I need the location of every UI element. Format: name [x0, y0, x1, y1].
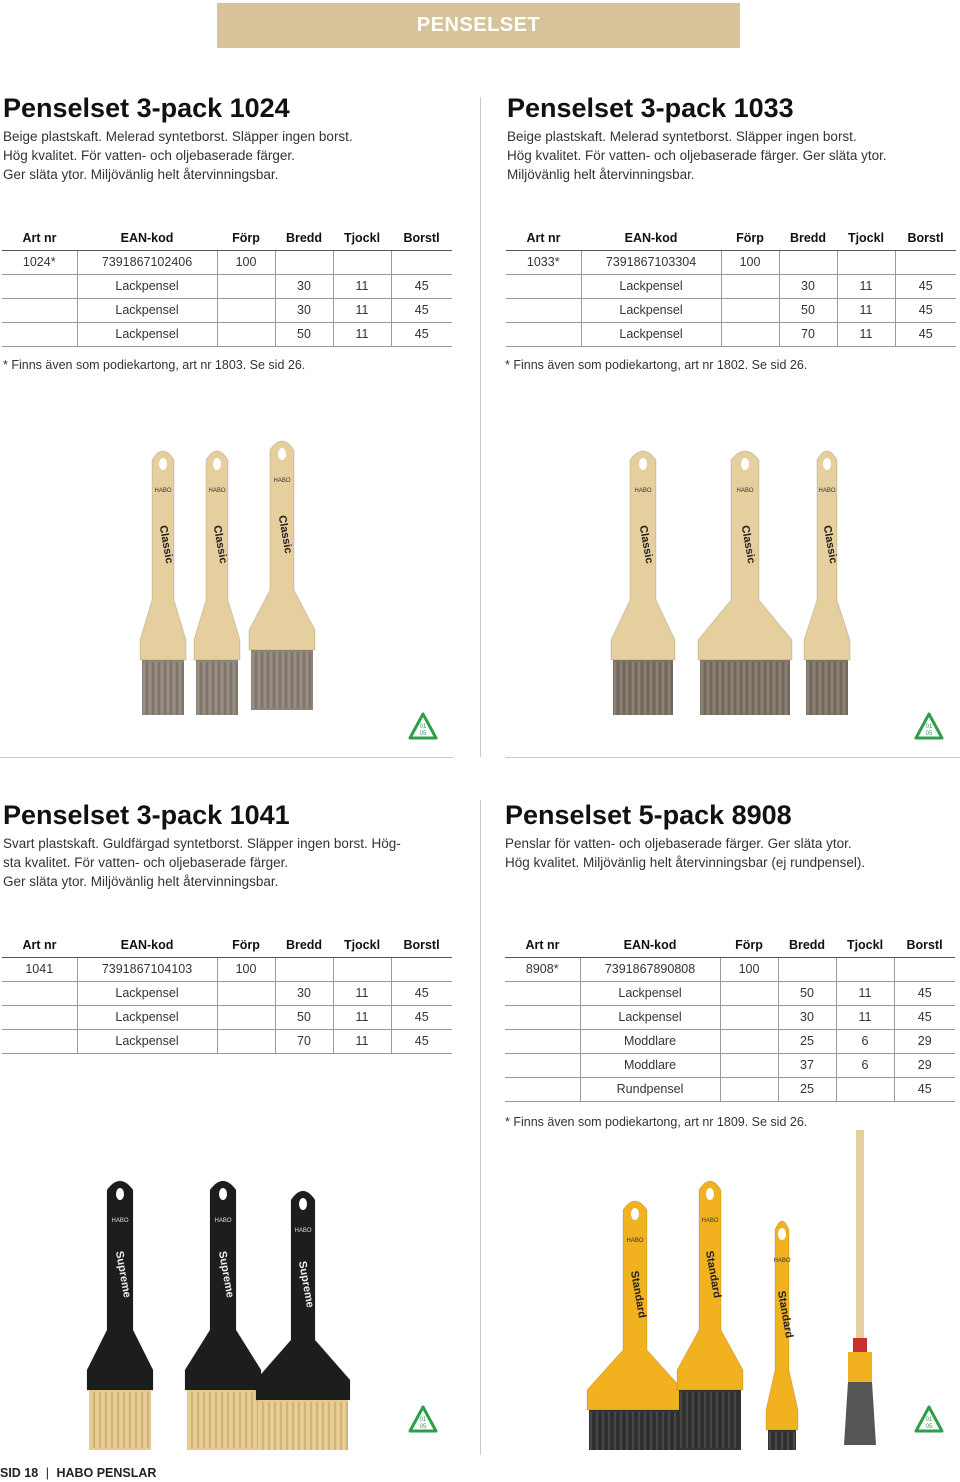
table-cell	[505, 1005, 580, 1029]
product-1041	[3, 800, 453, 891]
table-cell: Lackpensel	[77, 298, 217, 322]
table-cell: 45	[895, 274, 956, 298]
footnote: * Finns även som podiekartong, art nr 1809. Se sid 26.	[505, 1115, 808, 1129]
column-header: Bredd	[778, 933, 836, 957]
brush-logo: HABO	[626, 1238, 644, 1244]
table-cell: Lackpensel	[77, 274, 217, 298]
table-cell: 11	[333, 322, 391, 346]
column-divider	[480, 800, 481, 1455]
desc-line: Hög kvalitet. Miljövänlig helt återvinningsbar (ej rundpensel).	[505, 855, 866, 870]
recycle-code: 05	[925, 731, 933, 737]
column-header: Tjockl	[333, 933, 391, 957]
hang-hole	[278, 448, 286, 460]
table-cell	[2, 322, 77, 346]
table-row	[2, 1005, 452, 1029]
brush-label: Classic	[156, 524, 176, 565]
table-row	[506, 274, 956, 298]
table-cell: 45	[391, 322, 452, 346]
recycle-code: 01	[419, 724, 427, 730]
table-header-row	[2, 933, 452, 957]
round-brush-bristles	[844, 1382, 876, 1445]
table-cell: 45	[391, 274, 452, 298]
table-cell: 45	[894, 981, 955, 1005]
table-cell: 50	[275, 1005, 333, 1029]
table-cell: 30	[779, 274, 837, 298]
table-cell: 7391867890808	[580, 957, 720, 981]
table-cell: 25	[778, 1077, 836, 1101]
column-divider	[480, 97, 481, 757]
table-cell	[721, 298, 779, 322]
table-row	[505, 1053, 955, 1077]
product-1024	[3, 93, 453, 184]
footer-separator: |	[45, 1466, 49, 1480]
product-1033	[507, 93, 957, 184]
hang-hole	[741, 458, 749, 470]
brush	[185, 1181, 261, 1450]
hang-hole	[631, 1208, 639, 1220]
table-cell	[720, 1005, 778, 1029]
table-cell: 100	[217, 250, 275, 274]
column-header: Tjockl	[836, 933, 894, 957]
table-cell: Lackpensel	[581, 298, 721, 322]
table-header-row	[506, 226, 956, 250]
brush-logo: HABO	[294, 1228, 312, 1234]
table-cell: Lackpensel	[581, 322, 721, 346]
section-header	[217, 3, 740, 48]
brush-label: Standard	[774, 1289, 796, 1340]
brush-label: Supreme	[215, 1250, 236, 1299]
product-title: Penselset 3-pack 1024	[3, 93, 290, 123]
table-row	[2, 322, 452, 346]
table-cell	[2, 298, 77, 322]
table-cell	[720, 1077, 778, 1101]
brush-set-image	[575, 430, 865, 715]
page-number: SID 18	[0, 1466, 39, 1480]
row-divider	[505, 757, 960, 758]
table-cell	[333, 250, 391, 274]
desc-line: Beige plastskaft. Melerad syntetborst. Släpper ingen borst.	[507, 129, 857, 144]
table-cell	[721, 274, 779, 298]
hang-hole	[159, 458, 167, 470]
product-description	[3, 834, 453, 891]
column-header: Art nr	[505, 933, 580, 957]
table-cell: 45	[894, 1005, 955, 1029]
table-cell: 45	[391, 298, 452, 322]
table-cell	[391, 957, 452, 981]
table-cell: 11	[333, 981, 391, 1005]
table-cell: 37	[778, 1053, 836, 1077]
desc-line: Svart plastskaft. Guldfärgad syntetborst. Släpper ingen borst. Hög-	[3, 836, 401, 851]
recycle-code: 05	[925, 1424, 933, 1430]
brush-label: Supreme	[112, 1250, 133, 1299]
brush	[140, 451, 186, 715]
hang-hole	[219, 1188, 227, 1200]
brush-logo: HABO	[818, 488, 836, 494]
table-cell: 1024*	[2, 250, 77, 274]
table-row	[2, 250, 452, 274]
table-cell: 100	[720, 957, 778, 981]
spec-table	[2, 933, 452, 1054]
hang-hole	[299, 1198, 307, 1210]
table-cell	[275, 250, 333, 274]
column-header: Förp	[217, 226, 275, 250]
table-cell: 45	[895, 298, 956, 322]
table-row	[506, 250, 956, 274]
table-cell: 50	[779, 298, 837, 322]
table-cell: Moddlare	[580, 1029, 720, 1053]
column-header: Borstl	[391, 933, 452, 957]
product-title: Penselset 5-pack 8908	[505, 800, 792, 830]
table-row	[2, 981, 452, 1005]
column-header: Borstl	[895, 226, 956, 250]
column-header: Tjockl	[837, 226, 895, 250]
table-cell: 1041	[2, 957, 77, 981]
table-row	[505, 1077, 955, 1101]
table-cell: 11	[333, 274, 391, 298]
table-cell: Lackpensel	[580, 981, 720, 1005]
brush	[804, 451, 850, 715]
table-cell: 11	[837, 298, 895, 322]
table-cell: Lackpensel	[77, 1005, 217, 1029]
table-header-row	[2, 226, 452, 250]
brush	[256, 1191, 350, 1450]
table-cell	[275, 957, 333, 981]
table-cell	[837, 250, 895, 274]
table-row	[505, 981, 955, 1005]
table-cell	[836, 957, 894, 981]
table-cell: 8908*	[505, 957, 580, 981]
table-cell	[505, 1077, 580, 1101]
table-cell: 25	[778, 1029, 836, 1053]
brush-logo: HABO	[634, 488, 652, 494]
table-cell: 45	[895, 322, 956, 346]
product-description	[3, 127, 453, 184]
table-cell	[895, 250, 956, 274]
column-header: EAN-kod	[77, 226, 217, 250]
table-cell: 1033*	[506, 250, 581, 274]
hang-hole	[213, 458, 221, 470]
brush-label: Classic	[636, 524, 656, 565]
brush	[87, 1181, 153, 1450]
brush-bristles	[806, 660, 848, 715]
table-cell: 70	[275, 1029, 333, 1053]
brush	[698, 451, 792, 715]
table-row	[2, 274, 452, 298]
table-cell: Lackpensel	[77, 981, 217, 1005]
brush-logo: HABO	[701, 1218, 719, 1224]
table-cell: 45	[391, 1005, 452, 1029]
spec-table	[505, 933, 955, 1102]
footnote: * Finns även som podiekartong, art nr 1802. Se sid 26.	[505, 358, 808, 372]
table-cell: 11	[837, 322, 895, 346]
table-row	[505, 1029, 955, 1053]
table-cell: 45	[391, 1029, 452, 1053]
table-cell: 100	[217, 957, 275, 981]
table-cell: 7391867104103	[77, 957, 217, 981]
brush-bristles	[196, 660, 238, 715]
table-cell: Lackpensel	[581, 274, 721, 298]
table-cell: 7391867102406	[77, 250, 217, 274]
brush-logo: HABO	[773, 1258, 791, 1264]
column-header: Borstl	[894, 933, 955, 957]
column-header: Förp	[720, 933, 778, 957]
desc-line: Miljövänlig helt återvinningsbar.	[507, 167, 695, 182]
hang-hole	[639, 458, 647, 470]
column-header: EAN-kod	[581, 226, 721, 250]
table-cell	[2, 1005, 77, 1029]
table-cell	[333, 957, 391, 981]
table-cell: 11	[836, 1005, 894, 1029]
table-row	[506, 322, 956, 346]
table-cell: 70	[779, 322, 837, 346]
table-cell: 11	[333, 1005, 391, 1029]
recycle-icon	[913, 1405, 945, 1435]
table-row	[505, 1005, 955, 1029]
desc-line: Penslar för vatten- och oljebaserade färger. Ger släta ytor.	[505, 836, 852, 851]
table-row	[2, 298, 452, 322]
brush-logo: HABO	[214, 1218, 232, 1224]
product-title: Penselset 3-pack 1033	[507, 93, 794, 123]
hang-hole	[778, 1228, 786, 1240]
round-brush-ring	[853, 1338, 867, 1352]
table-cell	[506, 298, 581, 322]
brush	[249, 441, 315, 710]
hang-hole	[823, 458, 831, 470]
brush-label: Classic	[820, 524, 840, 565]
hang-hole	[706, 1188, 714, 1200]
recycle-icon	[913, 712, 945, 742]
brand-name: HABO PENSLAR	[56, 1466, 157, 1480]
brush-bristles	[613, 660, 673, 715]
column-header: Art nr	[2, 933, 77, 957]
column-header: Förp	[721, 226, 779, 250]
table-cell: 30	[275, 274, 333, 298]
recycle-icon	[407, 1405, 439, 1435]
table-cell	[217, 298, 275, 322]
row-divider	[0, 757, 453, 758]
table-row	[505, 957, 955, 981]
table-cell	[779, 250, 837, 274]
table-cell: 11	[333, 1029, 391, 1053]
table-cell	[720, 981, 778, 1005]
column-header: Bredd	[275, 933, 333, 957]
spec-table	[506, 226, 956, 347]
table-cell: 6	[836, 1029, 894, 1053]
column-header: Borstl	[391, 226, 452, 250]
table-cell: 11	[333, 298, 391, 322]
recycle-code: 01	[925, 724, 933, 730]
table-cell	[505, 981, 580, 1005]
desc-line: Hög kvalitet. För vatten- och oljebaserade färger. Ger släta ytor.	[507, 148, 887, 163]
table-row	[506, 298, 956, 322]
desc-line: Ger släta ytor. Miljövänlig helt återvinningsbar.	[3, 874, 279, 889]
brush-logo: HABO	[273, 478, 291, 484]
brush	[587, 1201, 683, 1450]
table-cell: 6	[836, 1053, 894, 1077]
table-cell: 11	[837, 274, 895, 298]
product-title: Penselset 3-pack 1041	[3, 800, 290, 830]
recycle-code: 01	[925, 1417, 933, 1423]
brush-set-image	[120, 430, 360, 715]
table-cell	[720, 1053, 778, 1077]
column-header: Art nr	[506, 226, 581, 250]
table-cell	[505, 1029, 580, 1053]
table-cell: 30	[275, 298, 333, 322]
recycle-code: 05	[419, 1424, 427, 1430]
brush-label: Classic	[738, 524, 758, 565]
table-cell: Lackpensel	[77, 1029, 217, 1053]
product-description	[505, 834, 955, 872]
table-cell: 29	[894, 1029, 955, 1053]
table-row	[2, 1029, 452, 1053]
table-cell	[505, 1053, 580, 1077]
brush-set-image	[65, 1160, 355, 1450]
table-cell: 100	[721, 250, 779, 274]
brush-set-image	[560, 1120, 900, 1450]
table-cell: Lackpensel	[580, 1005, 720, 1029]
brush-logo: HABO	[154, 488, 172, 494]
table-cell	[720, 1029, 778, 1053]
table-cell	[217, 274, 275, 298]
brush-logo: HABO	[111, 1218, 129, 1224]
recycle-code: 01	[419, 1417, 427, 1423]
column-header: EAN-kod	[580, 933, 720, 957]
product-description	[507, 127, 957, 184]
table-cell	[721, 322, 779, 346]
table-cell	[506, 274, 581, 298]
desc-line: Beige plastskaft. Melerad syntetborst. Släpper ingen borst.	[3, 129, 353, 144]
brush	[766, 1221, 798, 1450]
brush	[611, 451, 675, 715]
brush-label: Classic	[275, 514, 295, 555]
column-header: Bredd	[779, 226, 837, 250]
brush-logo: HABO	[736, 488, 754, 494]
table-cell: 30	[275, 981, 333, 1005]
table-header-row	[505, 933, 955, 957]
table-cell	[2, 274, 77, 298]
table-cell: Rundpensel	[580, 1077, 720, 1101]
table-cell: Lackpensel	[77, 322, 217, 346]
table-cell: 50	[275, 322, 333, 346]
table-cell	[217, 1005, 275, 1029]
column-header: Art nr	[2, 226, 77, 250]
brush-label: Standard	[702, 1249, 724, 1300]
table-cell	[836, 1077, 894, 1101]
recycle-code: 05	[419, 731, 427, 737]
product-8908	[505, 800, 955, 872]
table-cell	[894, 957, 955, 981]
column-header: Bredd	[275, 226, 333, 250]
footnote: * Finns även som podiekartong, art nr 1803. Se sid 26.	[3, 358, 306, 372]
table-cell	[217, 981, 275, 1005]
table-cell	[2, 1029, 77, 1053]
round-brush	[844, 1130, 876, 1445]
table-cell	[778, 957, 836, 981]
recycle-icon	[407, 712, 439, 742]
table-cell	[2, 981, 77, 1005]
brush	[194, 451, 240, 715]
round-brush-ferrule	[848, 1352, 872, 1382]
table-cell: 7391867103304	[581, 250, 721, 274]
spec-table	[2, 226, 452, 347]
column-header: Tjockl	[333, 226, 391, 250]
desc-line: Hög kvalitet. För vatten- och oljebaserade färger.	[3, 148, 295, 163]
desc-line: Ger släta ytor. Miljövänlig helt återvinningsbar.	[3, 167, 279, 182]
brush	[677, 1181, 743, 1450]
table-cell	[391, 250, 452, 274]
page-footer	[0, 1466, 156, 1480]
table-cell: Moddlare	[580, 1053, 720, 1077]
table-cell	[506, 322, 581, 346]
table-cell: 45	[894, 1077, 955, 1101]
brush-label: Classic	[210, 524, 230, 565]
brush-label: Standard	[627, 1269, 649, 1320]
brush-logo: HABO	[208, 488, 226, 494]
column-header: Förp	[217, 933, 275, 957]
brush-bristles	[142, 660, 184, 715]
table-cell: 50	[778, 981, 836, 1005]
table-row	[2, 957, 452, 981]
desc-line: sta kvalitet. För vatten- och oljebaserade färger.	[3, 855, 289, 870]
column-header: EAN-kod	[77, 933, 217, 957]
table-cell: 29	[894, 1053, 955, 1077]
table-cell: 30	[778, 1005, 836, 1029]
hang-hole	[116, 1188, 124, 1200]
brush-label: Supreme	[295, 1260, 316, 1309]
table-cell	[217, 322, 275, 346]
table-cell	[217, 1029, 275, 1053]
table-cell: 11	[836, 981, 894, 1005]
section-title: PENSELSET	[416, 14, 541, 36]
table-cell: 45	[391, 981, 452, 1005]
round-brush-handle	[856, 1130, 864, 1360]
